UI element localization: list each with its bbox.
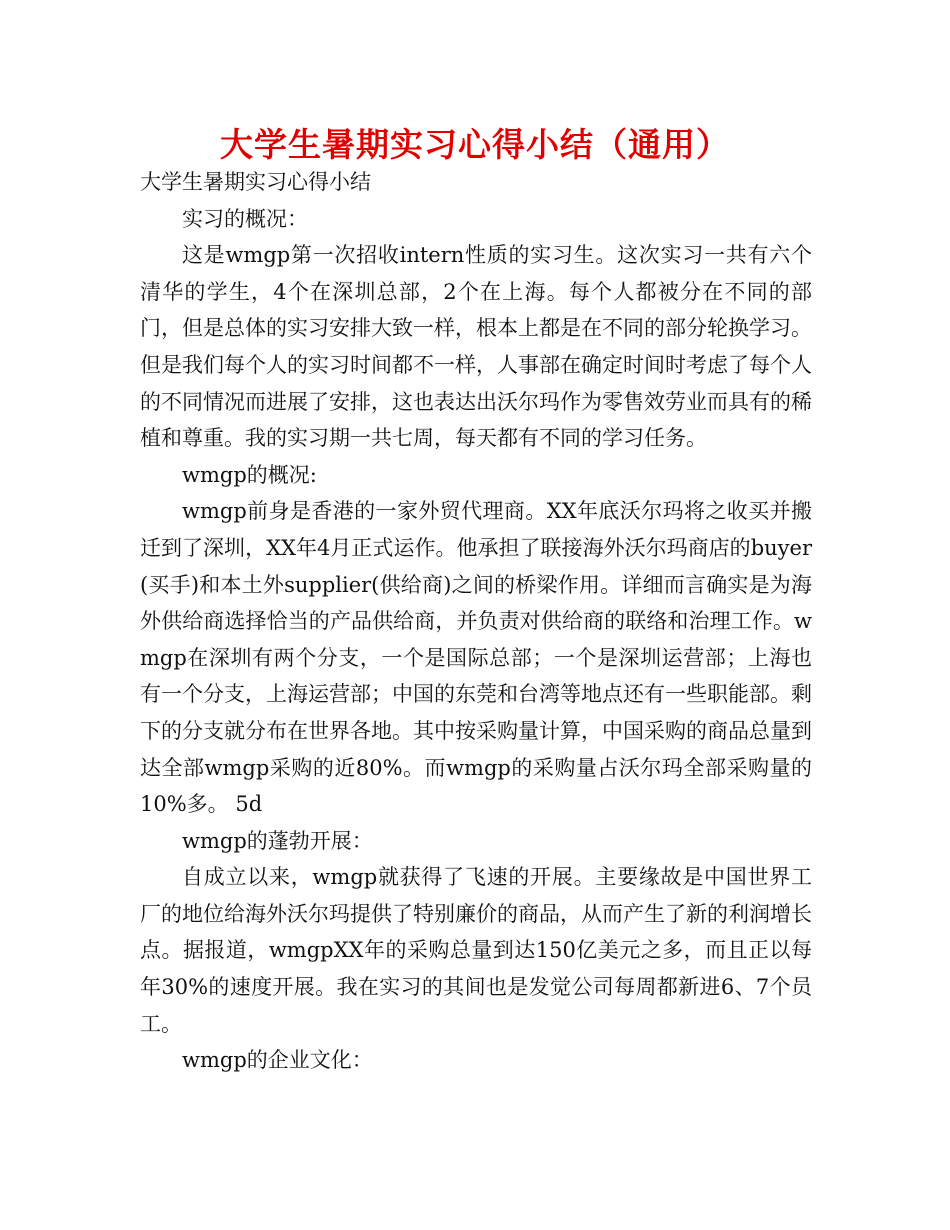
document-title: 大学生暑期实习心得小结（通用） (220, 125, 730, 164)
paragraph-growth: 自成立以来，wmgp就获得了飞速的开展。主要缘故是中国世界工厂的地位给海外沃尔玛提供了特别廉价的商品，从而产生了新的利润增长点。据报道，wmgpXX年的采购总量到达150亿美元之多，而且正以每年30%的速度开展。我在实习的其间也是发觉公司每周都新进6、7个员工。 (140, 865, 812, 1036)
paragraph-overview: 这是wmgp第一次招收intern性质的实习生。这次实习一共有六个清华的学生，4个在深圳总部，2个在上海。每个人都被分在不同的部门，但是总体的实习安排大致一样，根本上都是在不同的部分轮换学习。但是我们每个人的实习时间都不一样，人事部在确定时间时考虑了每个人的不同情况而进展了安排，这也表达出沃尔玛作为零售效劳业而具有的稀植和尊重。我的实习期一共七周，每天都有不同的学习任务。 (140, 243, 812, 451)
section-heading-wmgp-overview: wmgp的概况: (182, 462, 317, 487)
document-body (140, 164, 812, 1079)
section-heading-overview: 实习的概况： (182, 206, 308, 231)
document-subtitle: 大学生暑期实习心得小结 (140, 170, 371, 194)
section-heading-growth: wmgp的蓬勃开展： (182, 828, 373, 853)
paragraph-wmgp-overview: wmgp前身是香港的一家外贸代理商。XX年底沃尔玛将之收买并搬迁到了深圳，XX年4月正式运作。他承担了联接海外沃尔玛商店的buyer(买手)和本土外supplier(供给商)之间的桥梁作用。详细而言确实是为海外供给商选择恰当的产品供给商，并负责对供给商的联络和治理工作。wmgp在深圳有两个分支，一个是国际总部；一个是深圳运营部；上海也有一个分支，上海运营部；中国的东莞和台湾等地点还有一些职能部。剩下的分支就分布在世界各地。其中按采购量计算，中国采购的商品总量到达全部wmgp采购的近80%。而wmgp的采购量占沃尔玛全部采购量的10%多。 5d (140, 499, 812, 817)
section-heading-culture: wmgp的企业文化： (182, 1048, 373, 1073)
